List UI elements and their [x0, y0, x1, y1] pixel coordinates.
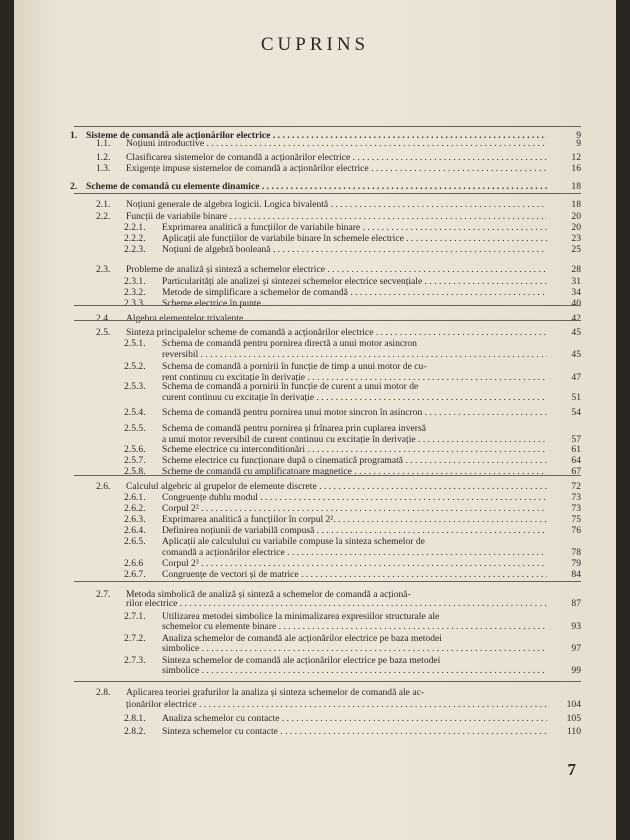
toc-entry-title-continued: ționărilor electrice . . . [126, 699, 547, 710]
toc-entry-title: Analiza schemelor de comandă ale acționărilor electrice pe baza metodei [162, 633, 442, 644]
section-divider [74, 475, 581, 476]
toc-entry-page: 54 [571, 407, 581, 418]
toc-entry [14, 199, 616, 210]
toc-entry [14, 536, 616, 547]
toc-entry-title: Corpul 2² . . . [162, 503, 547, 514]
toc-entry-number: 2.6.4. [124, 525, 146, 536]
toc-entry-number: 2.5.2. [124, 361, 146, 372]
toc-entry-title: Funcții de variabile binare . . . [126, 211, 547, 222]
toc-entry-title: Aplicații ale calculului cu variabile compuse la sinteza schemelor de [162, 536, 425, 547]
toc-entry-title: Scheme electrice cu funcționare după o cinematică programată . . . [162, 455, 547, 466]
toc-entry-continuation [14, 665, 616, 676]
toc-entry-number: 2.8.1. [124, 713, 146, 724]
toc-entry [14, 381, 616, 392]
toc-entry-page: 78 [571, 547, 581, 558]
toc-entry-number: 1.1. [96, 138, 111, 149]
toc-entry-number: 2.6.2. [124, 503, 146, 514]
section-divider [74, 581, 581, 582]
toc-entry-continuation [14, 547, 616, 558]
toc-entry-number: 2.5.6. [124, 444, 146, 455]
toc-entry [14, 361, 616, 372]
section-divider [74, 305, 581, 306]
toc-entry-title: Schema de comandă pentru pornirea directă a unui motor asincron [162, 338, 417, 349]
toc-entry [14, 726, 616, 737]
toc-entry-title: Sinteza principalelor scheme de comandă a acționărilor electrice . . . [126, 327, 547, 338]
toc-entry [14, 287, 616, 298]
toc-entry-page: 67 [571, 466, 581, 477]
toc-entry-page: 105 [566, 713, 581, 724]
toc-entry-continuation [14, 699, 616, 710]
toc-entry-title: Noțiuni generale de algebra logicii. Logica bivalentă . . . [126, 199, 547, 210]
toc-entry-number: 1. [70, 130, 78, 141]
toc-entry-page: 20 [571, 211, 581, 222]
toc-entry [14, 503, 616, 514]
toc-entry [14, 138, 616, 149]
toc-entry [14, 211, 616, 222]
toc-entry-page: 64 [571, 455, 581, 466]
toc-entry-number: 2.6.1. [124, 492, 146, 503]
toc-entry-title-continued: reversibil . . . [162, 349, 547, 360]
toc-entry-number: 2.7.2. [124, 633, 146, 644]
toc-entry-number: 2.6.5. [124, 536, 146, 547]
toc-entry-title: Congruențe dublu modul . . . [162, 492, 547, 503]
toc-entry-title: Corpul 2³ . . . [162, 558, 547, 569]
toc-entry-page: 20 [571, 222, 581, 233]
toc-entry-page: 45 [571, 349, 581, 360]
toc-entry-page: 18 [571, 181, 581, 192]
toc-entry-number: 2.6.6 [124, 558, 144, 569]
toc-entry-continuation [14, 349, 616, 360]
toc-entry-page: 25 [571, 244, 581, 255]
toc-entry [14, 276, 616, 287]
toc-entry-page: 72 [571, 481, 581, 492]
toc-entry-title: Utilizarea metodei simbolice la minimalizarea expresiilor structurale ale [162, 611, 440, 622]
toc-entry-title: Exigențe impuse sistemelor de comandă a acționărilor electrice . . . [126, 163, 547, 174]
toc-entry [14, 525, 616, 536]
table-of-contents [14, 0, 616, 840]
toc-entry-title: Scheme de comandă cu elemente dinamice . . . [86, 181, 547, 192]
toc-entry-page: 73 [571, 492, 581, 503]
toc-entry-page: 73 [571, 503, 581, 514]
toc-entry-title: Sinteza schemelor cu contacte . . . [162, 726, 547, 737]
toc-entry-continuation [14, 643, 616, 654]
toc-entry-title: Probleme de analiză și sinteză a schemelor electrice . . . [126, 264, 547, 275]
toc-entry-number: 2.2. [96, 211, 111, 222]
toc-entry-title: Calculul algebric al grupelor de elemente discrete . . . [126, 481, 547, 492]
toc-entry-page: 93 [571, 621, 581, 632]
toc-entry-page: 23 [571, 233, 581, 244]
toc-entry-page: 40 [571, 298, 581, 309]
toc-entry-page: 47 [571, 372, 581, 383]
toc-entry-number: 2.5.8. [124, 466, 146, 477]
toc-entry [14, 481, 616, 492]
toc-entry-title: Schema de comandă pentru pornirea și frînarea prin cuplarea inversă [162, 423, 426, 434]
section-divider [74, 193, 581, 194]
section-divider [74, 126, 581, 127]
toc-entry-title: Exprimarea analitică a funcțiilor de variabile binare . . . [162, 222, 547, 233]
toc-entry [14, 264, 616, 275]
toc-entry-number: 2.6.3. [124, 514, 146, 525]
toc-entry-number: 2.4. [96, 313, 111, 324]
toc-entry [14, 514, 616, 525]
toc-entry-title: Schema de comandă pentru pornirea unui motor sincron în asincron . . . [162, 407, 547, 418]
toc-entry-title: Definirea noțiunii de variabilă compusă . . . [162, 525, 547, 536]
toc-entry-page: 9 [576, 130, 581, 141]
book-page [14, 0, 616, 840]
toc-entry-number: 2.3.3. [124, 298, 146, 309]
toc-entry-page: 97 [571, 643, 581, 654]
toc-entry-number: 2.5.7. [124, 455, 146, 466]
toc-entry-number: 2.6. [96, 481, 111, 492]
toc-entry-title: Metoda simbolică de analiză și sinteză a schemelor de comandă a acționă- [126, 589, 411, 600]
toc-entry-title: Schema de comandă a pornirii în funcție de curent a unui motor de [162, 381, 419, 392]
toc-entry [14, 569, 616, 580]
toc-entry-number: 2.8.2. [124, 726, 146, 737]
toc-entry [14, 181, 616, 192]
toc-entry-number: 2.8. [96, 687, 111, 698]
toc-entry-title: Scheme electrice cu interconditionări . . . [162, 444, 547, 455]
toc-entry-number: 1.2. [96, 152, 111, 163]
toc-entry [14, 713, 616, 724]
toc-entry-title: Exprimarea analitică a funcțiilor în corpul 2². . . . [162, 514, 547, 525]
toc-entry-title-continued: comandă a acționărilor electrice . . . [162, 547, 547, 558]
toc-entry-title: Metode de simplificare a schemelor de comandă . . . [162, 287, 547, 298]
toc-entry [14, 455, 616, 466]
toc-entry-title-continued: curent continuu cu excitație în derivație . . . [162, 392, 547, 403]
page-title: CUPRINS [260, 34, 370, 55]
toc-entry-page: 99 [571, 665, 581, 676]
toc-entry-page: 18 [571, 199, 581, 210]
toc-entry [14, 407, 616, 418]
toc-entry-title-continued: rilor electrice . . . [126, 598, 547, 609]
toc-entry-page: 87 [571, 598, 581, 609]
toc-entry-page: 12 [571, 152, 581, 163]
toc-entry-number: 2. [70, 181, 78, 192]
toc-entry-title-continued: a unui motor reversibil de curent continuu cu excitație în derivație . . . [162, 434, 547, 445]
toc-entry-number: 2.3.1. [124, 276, 146, 287]
toc-entry-continuation [14, 621, 616, 632]
toc-entry-title: Scheme electrice în punte . . . [162, 298, 547, 309]
toc-entry [14, 222, 616, 233]
toc-entry-title: Sinteza schemelor de comandă ale acționărilor electrice pe baza metodei [162, 655, 441, 666]
toc-entry-continuation [14, 392, 616, 403]
toc-entry-number: 2.5.5. [124, 423, 146, 434]
toc-entry [14, 558, 616, 569]
toc-entry-page: 9 [576, 138, 581, 149]
toc-entry-title-continued: rent continuu cu excitație în derivație . . . [162, 372, 547, 383]
toc-entry-title: Particularități ale analizei și sintezei schemelor electrice secvențiale . . . [162, 276, 547, 287]
toc-entry-page: 79 [571, 558, 581, 569]
toc-entry-title: Congruențe de vectori și de matrice . . . [162, 569, 547, 580]
toc-entry-number: 2.2.3. [124, 244, 146, 255]
toc-entry-title: Analiza schemelor cu contacte . . . [162, 713, 547, 724]
toc-entry [14, 444, 616, 455]
toc-entry-title: Schema de comandă a pornirii în funcție de timp a unui motor de cu- [162, 361, 427, 372]
toc-entry-number: 1.3. [96, 163, 111, 174]
toc-entry-title-continued: simbolice . . . [162, 665, 547, 676]
toc-entry-number: 2.6.7. [124, 569, 146, 580]
toc-entry [14, 152, 616, 163]
toc-entry-number: 2.7.1. [124, 611, 146, 622]
toc-entry [14, 244, 616, 255]
toc-entry [14, 233, 616, 244]
toc-entry-number: 2.7.3. [124, 655, 146, 666]
toc-entry-title: Algebra elementelor trivalente . . . [126, 313, 547, 324]
toc-entry-page: 16 [571, 163, 581, 174]
toc-entry [14, 327, 616, 338]
toc-entry-title: Noțiuni introductive . . . [126, 138, 547, 149]
toc-entry-title: Aplicații ale funcțiilor de variabile binare în schemele electrice . . . [162, 233, 547, 244]
toc-entry-title-continued: schemelor cu elemente binare . . . [162, 621, 547, 632]
toc-entry-number: 2.1. [96, 199, 111, 210]
toc-entry-number: 2.5.4. [124, 407, 146, 418]
toc-entry [14, 492, 616, 503]
toc-entry-number: 2.2.1. [124, 222, 146, 233]
toc-entry-page: 110 [566, 726, 581, 737]
toc-entry-number: 2.3. [96, 264, 111, 275]
toc-entry-page: 57 [571, 434, 581, 445]
toc-entry-title: Clasificarea sistemelor de comandă a acționărilor electrice . . . [126, 152, 547, 163]
toc-entry [14, 163, 616, 174]
page-number: 7 [567, 760, 576, 779]
toc-entry-page: 84 [571, 569, 581, 580]
toc-entry-number: 2.5.1. [124, 338, 146, 349]
toc-entry-page: 61 [571, 444, 581, 455]
toc-entry-page: 34 [571, 287, 581, 298]
toc-entry-page: 75 [571, 514, 581, 525]
toc-entry-number: 2.5.3. [124, 381, 146, 392]
toc-entry-page: 31 [571, 276, 581, 287]
toc-entry-continuation [14, 598, 616, 609]
toc-entry-title: Sisteme de comandă ale acționărilor electrice . . . [86, 130, 547, 141]
toc-entry-page: 104 [566, 699, 581, 710]
toc-entry-number: 2.2.2. [124, 233, 146, 244]
toc-entry-number: 2.5. [96, 327, 111, 338]
section-divider [74, 681, 581, 682]
toc-entry-title-continued: simbolice . . . [162, 643, 547, 654]
toc-entry-title: Aplicarea teoriei grafurilor la analiza și sinteza schemelor de comandă ale ac- [126, 687, 425, 698]
toc-entry-number: 2.3.2. [124, 287, 146, 298]
toc-entry-page: 28 [571, 264, 581, 275]
toc-entry-number: 2.7. [96, 589, 111, 600]
toc-entry-page: 51 [571, 392, 581, 403]
section-divider [74, 320, 581, 321]
toc-entry-page: 76 [571, 525, 581, 536]
toc-entry [14, 423, 616, 434]
toc-entry-page: 45 [571, 327, 581, 338]
toc-entry-title: Scheme de comandă cu amplificatoare magnetice . . . [162, 466, 547, 477]
toc-entry [14, 338, 616, 349]
toc-entry [14, 313, 616, 324]
toc-entry-page: 42 [571, 313, 581, 324]
toc-entry-title: Noțiuni de algebră booleană . . . [162, 244, 547, 255]
toc-entry [14, 687, 616, 698]
toc-entry [14, 298, 616, 309]
